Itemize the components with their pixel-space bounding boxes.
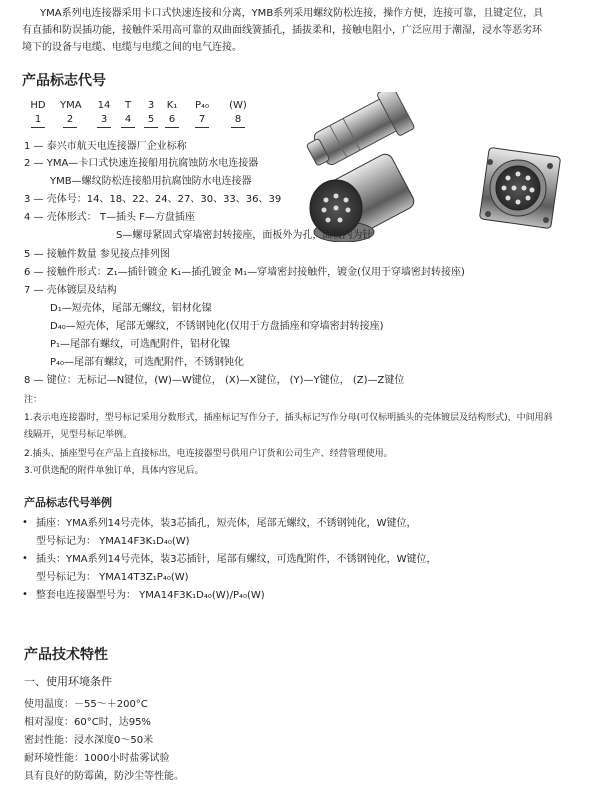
example-2-code: 型号标记为： YMA14T3Z₁P₄₀(W): [36, 572, 189, 583]
code-yma: YMA: [60, 100, 82, 111]
underline: [165, 127, 179, 128]
intro-line-1: YMA系列电连接器采用卡口式快速连接和分离，YMB系列采用螺纹防松连接，操作方便，连接可靠，且键定位，具: [40, 8, 544, 19]
underline: [31, 127, 45, 128]
code-item-7a: D₁—短壳体，尾部无螺纹，铝材化镍: [50, 303, 212, 314]
index-3: 3: [100, 114, 108, 125]
tech-line-1: 使用温度：－55～＋200°C: [24, 699, 148, 710]
tech-subtitle: 一、使用环境条件: [24, 675, 112, 688]
section-title-code: 产品标志代号: [22, 73, 106, 89]
code-3: 3: [147, 100, 155, 111]
notes-label: 注：: [24, 395, 43, 405]
code-14: 14: [97, 100, 111, 111]
note-1b: 线隔开，见型号标记举例。: [24, 430, 133, 440]
bullet-icon: •: [22, 589, 28, 600]
example-2: 插头：YMA系列14号壳体，装3芯插针，尾部有螺纹，可选配附件，不锈钢钝化，W键位，: [36, 554, 437, 565]
index-7: 7: [198, 114, 206, 125]
code-item-1: 1 — 泰兴市航天电连接器厂企业标称: [24, 141, 187, 152]
index-5: 5: [147, 114, 155, 125]
code-t: T: [124, 100, 132, 111]
index-2: 2: [66, 114, 74, 125]
tech-line-3: 密封性能：浸水深度0～50米: [24, 735, 154, 746]
example-3: 整套电连接器型号为： YMA14F3K₁D₄₀(W)/P₄₀(W): [36, 590, 265, 601]
underline: [97, 127, 111, 128]
code-item-8: 8 — 键位：无标记—N键位，(W)—W键位， (X)—X键位， (Y)—Y键位， (Z)—Z键位: [24, 375, 405, 386]
code-item-4: 4 — 壳体形式： T—插头 F—方盘插座: [24, 212, 195, 223]
index-8: 8: [234, 114, 242, 125]
note-2: 2.插头、插座型号在产品上直接标出，电连接器型号供用户订货和公司生产、经营管理使用。: [24, 449, 393, 459]
code-item-2: 2 — YMA—卡口式快速连接船用抗腐蚀防水电连接器: [24, 158, 259, 169]
underline: [195, 127, 209, 128]
tech-line-4: 耐环境性能：1000小时盐雾试验: [24, 753, 170, 764]
note-1: 1.表示电连接器时，型号标记采用分数形式，插座标记写作分子，插头标记写作分母(可仅标明插头的壳体镀层及结构形式)，中间用斜: [24, 413, 553, 423]
section-title-example: 产品标志代号举例: [24, 496, 112, 509]
bullet-icon: •: [22, 553, 28, 564]
example-1: 插座：YMA系列14号壳体，装3芯插孔，短壳体，尾部无螺纹，不锈钢钝化，W键位，: [36, 518, 417, 529]
index-1: 1: [34, 114, 42, 125]
code-item-5: 5 — 接触件数量 参见接点排列图: [24, 249, 170, 260]
note-3: 3.可供选配的附件单独订单，具体内容见后。: [24, 466, 204, 476]
bullet-icon: •: [22, 517, 28, 528]
underline: [144, 127, 158, 128]
intro-line-3: 境下的设备与电缆、电缆与电缆之间的电气连接。: [22, 42, 242, 53]
code-item-7b: D₄₀—短壳体，尾部无螺纹，不锈钢钝化(仅用于方盘插座和穿墙密封转接座): [50, 321, 384, 332]
code-hd: HD: [30, 100, 46, 111]
tech-line-2: 相对湿度：60°C时，达95%: [24, 717, 151, 728]
code-item-6: 6 — 接触件形式：Z₁—插针镀金 K₁—插孔镀金 M₁—穿墙密封接触件，镀金(仅用于穿墙密封转接座): [24, 267, 465, 278]
code-k1: K₁: [166, 100, 178, 111]
index-4: 4: [124, 114, 132, 125]
underline: [63, 127, 77, 128]
code-w: (W): [229, 100, 247, 111]
intro-line-2: 有直插和防误插功能，接触件采用高可靠的双曲面线簧插孔，插拔柔和，接触电阻小，广泛应用于潮湿，浸水等恶劣环: [22, 25, 542, 36]
code-item-4b: S—螺母紧固式穿墙密封转接座，面板外为孔，面板内为针: [116, 230, 373, 241]
index-6: 6: [168, 114, 176, 125]
underline: [231, 127, 245, 128]
code-item-7c: P₁—尾部有螺纹，可选配附件，铝材化镍: [50, 339, 231, 350]
tech-line-5: 具有良好的防霉菌，防沙尘等性能。: [24, 771, 184, 782]
code-item-2b: YMB—螺纹防松连接船用抗腐蚀防水电连接器: [50, 176, 252, 187]
section-title-tech: 产品技术特性: [24, 647, 108, 663]
code-p40: P₄₀: [194, 100, 210, 111]
underline: [121, 127, 135, 128]
code-item-7d: P₄₀—尾部有螺纹，可选配附件，不锈钢钝化: [50, 357, 245, 368]
code-item-7: 7 — 壳体镀层及结构: [24, 285, 117, 296]
example-1-code: 型号标记为： YMA14F3K₁D₄₀(W): [36, 536, 190, 547]
code-item-3: 3 — 壳体号：14、18、22、24、27、30、33、36、39: [24, 194, 282, 205]
connector-photo: [296, 92, 596, 242]
